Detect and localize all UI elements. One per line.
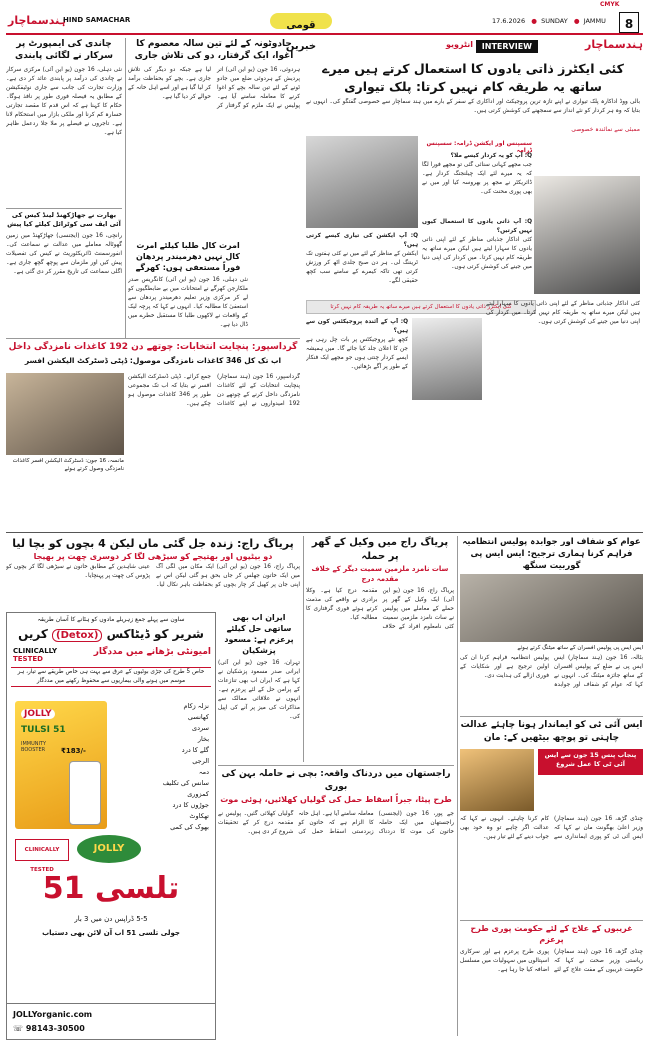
tested-text: TESTED	[13, 655, 43, 663]
headline: غریبوں کے علاج کے لئے حکومت پوری طرح پرعزم	[470, 924, 633, 944]
headline: گرداسپور: پنچایت انتخابات: چوتھے دن 192 کاغذات نامزدگی داخل	[8, 342, 298, 352]
pull-quote-text: کئی ایکٹرز ذاتی یادوں کا استعمال کرتے ہیں میرے ساتھ یہ طریقہ کام نہیں کرتا	[330, 304, 512, 310]
benefit-item: بھوک کی کمی	[170, 823, 209, 831]
section-title: قومی خبریں	[285, 20, 317, 52]
body-text: تہران، 16 جون (یو این آئی) ایرانی صدر مسعود پزشکیان نے کہا ہے کہ ایران اب بھی تنازعات کے پرامن حل کے لئے پرعزم ہے۔ انہوں نے علاقائی ممالک سے مذاکرات کی میز پر آنے کی اپیل کی۔	[218, 660, 300, 720]
qa-block-4	[306, 318, 408, 456]
body-text: گرداسپور، 16 جون (ہند سماچار) پنچایت انتخابات کے لئے کاغذات نامزدگی داخل کرنے کے چوتھے دن 192 امیدواروں نے اپنے کاغذات جمع کرائے۔ ڈپٹی ڈسٹرکٹ الیکشن افسر نے بتایا کہ اب تک مجموعی طور پر 346 کاغذات موصول ہو چکے ہیں۔	[128, 374, 300, 407]
headline: ایران اب بھی ساتھی حل کیلئے پرعزم ہے: مسعود پزشکیان	[224, 613, 294, 655]
benefit-item: گلے کا درد	[181, 746, 209, 754]
bottle-sub: IMMUNITY BOOSTER	[21, 741, 47, 753]
subhead: طرح پیٹا، جبراً اسقاط حمل کی گولیاں کھلائیں، ہوئی موت	[220, 795, 452, 804]
interview-brand	[543, 38, 643, 56]
divider	[457, 536, 458, 1036]
benefits-list	[111, 701, 209, 833]
clinically-badge	[13, 647, 59, 663]
question: Q: آپ ذاتی یادوں کا استعمال کیوں نہیں کرتیں؟	[422, 219, 532, 234]
answer: جب مجھے کہانی سنائی گئی تو مجھے فوراً لگا کہ یہ میرے لئے ایک چیلنجنگ کردار ہے۔ ڈائریکٹر نے مجھ پر بھروسہ کیا اور میں نے بھی پوری محنت کی۔	[422, 162, 532, 195]
ad-line2: امیونٹی بڑھانے میں مددگار	[93, 647, 211, 657]
detox-tag: (Detox)	[52, 629, 102, 642]
website-link[interactable]: JOLLYorganic.com	[13, 1010, 93, 1019]
story-sit	[460, 719, 643, 919]
question: Q: آپ ایکشن کی تیاری کیسے کرتی ہیں؟	[306, 233, 418, 248]
panchayat-photo	[6, 373, 124, 455]
ad-top-note: ساون سے پہلے جمع زہریلے مادوں کو ہٹانے کا آسان طریقہ	[37, 616, 185, 623]
body-text: بٹالہ، 16 جون (ہند سماچار) ایس ایس پی نے ضلع کے پولیس افسران کے ساتھ جائزہ میٹنگ کی۔ انہوں نے کہا کہ عوام کو شفاف اور جوابدہ پولیس انتظامیہ فراہم کرنا ان کی اولین ترجیح ہے اور شکایات کے فوری ازالے کی ہدایت دی۔	[460, 655, 643, 688]
issue-day: SUNDAY	[541, 17, 568, 25]
story-panchayat	[6, 341, 300, 531]
body-text: ہردوئی، 16 جون (یو این آئی) اتر پردیش کے ہردوئی ضلع میں جادو ٹونے کے لئے تین سالہ بچے کو اغوا کرنے کا معاملہ سامنے آیا ہے۔ پولیس نے ایک ملزم کو گرفتار کر لیا ہے جبکہ دو دیگر کی تلاش جاری ہے۔ بچے کو بحفاظت برآمد کر لیا گیا ہے اور اسے اہل خانہ کے حوالے کر دیا گیا ہے۔	[128, 67, 300, 109]
story-police	[460, 536, 643, 716]
story-kharge	[128, 240, 248, 340]
dateline	[492, 17, 606, 25]
story-poor	[460, 923, 643, 1036]
bottle-shape	[69, 761, 101, 825]
interview-byline: ممبئی سے نمائندہ خصوصی	[571, 126, 640, 133]
headline: چاندی کی ایمپورٹ پر سرکار نے لگائی پابندی	[14, 39, 114, 61]
interview-headline: کئی ایکٹرز ذاتی یادوں کا استعمال کرتے ہیں میرے ساتھ یہ طریقہ کام نہیں کرتا: پلک تیواری	[322, 61, 624, 94]
product-name: TULSI 51	[21, 725, 66, 735]
body-text: پریاگ راج، 16 جون (یو این آئی) ایک مکان میں لگی آگ میں ایک خاتون جھلس کر جاں بحق ہو گئی لیکن اس نے اپنی جان پر کھیل کر چار بچوں کو بحفاظت باہر نکال لیا۔ عینی شاہدین کے مطابق خاتون نے سیڑھی لگا کر بچوں کو پڑوس کی چھت پر پہنچایا۔	[6, 564, 300, 588]
ad-desc: خاص 5 طرح کی جڑی بوٹیوں کے عرق سے بہت ہی خاص طریقے سے تیار، ہر موسم میں ہونے والی بیماریوں سے محفوظ رکھنے میں مددگار	[11, 667, 211, 687]
ad-footer	[7, 1003, 215, 1040]
headline: راجستھان میں دردناک واقعہ: بچی نے حاملہ بہن کی بوری	[221, 769, 451, 792]
subhead: دو بیٹیوں اور بھتیجے کو سیڑھی لگا کر دوسری چھت پر بھیجا	[33, 552, 273, 561]
footer-note: جولی تلسی 51 اب آن لائن بھی دستیاب	[42, 929, 180, 937]
question: Q: آپ کے آئندہ پروجیکٹس کون سے ہیں؟	[306, 319, 408, 334]
story-silver	[6, 38, 122, 208]
minister-photo	[460, 749, 534, 811]
ad-headline	[11, 627, 211, 641]
qa-block-1	[422, 152, 532, 215]
benefit-item: تھکاوٹ	[189, 812, 209, 820]
answer: کچھ نئے پروجیکٹس پر بات چل رہی ہے جن کا اعلان جلد کیا جائے گا۔ میں ہمیشہ ایسے کردار چنتی ہوں جو مجھے ایک فنکار کے طور پر آگے بڑھائیں۔	[306, 337, 408, 370]
divider	[6, 208, 122, 209]
clinic-badge: CLINICALLY TESTED	[15, 839, 69, 861]
brand-urdu: ہندسماچار	[584, 38, 643, 51]
body-text: رانچی، 16 جون (ایجنسی) جھاڑکھنڈ میں زمین گھوٹالہ معاملے میں عدالت نے سماعت کی۔ انفورسمنٹ ڈائریکٹوریٹ نے کیس کی تفصیلات پیش کیں اور ملزمان سے پوچھ گچھ جاری ہے۔ اگلی سماعت کی تاریخ مقرر کر دی گئی ہے۔	[6, 233, 122, 275]
section-banner	[270, 13, 332, 52]
interview-section	[302, 38, 643, 528]
sit-badge-text: پنجاب پنس 15 جون سے ایس آئی ٹی کا عمل شروع	[544, 751, 637, 768]
benefit-item: سانس کی تکلیف	[162, 779, 209, 787]
headline: عوام کو شفاف اور جوابدہ پولیس انتظامیہ فراہم کرنا ہماری ترجیح: ایس ایس پی گوربیت سنگھ	[462, 537, 641, 571]
benefit-item: کمزوری	[187, 790, 209, 798]
benefit-item: کھانسی	[187, 713, 209, 721]
phone-number	[13, 1024, 85, 1033]
benefit-item: نزلہ زکام	[183, 702, 209, 710]
clinically-text: CLINICALLY	[13, 647, 58, 655]
benefit-item: بخار	[197, 735, 209, 743]
story-jharkhand	[6, 211, 122, 336]
answer: ایکشن کے مناظر کے لئے میں نے کئی ہفتوں تک ٹریننگ لی۔ ہر دن صبح جلدی اٹھ کر ورزش کرتی تھی تاکہ کیمرے کے سامنے سب کچھ حقیقی لگے۔	[306, 251, 418, 284]
dot-sep: ●	[531, 17, 537, 25]
tulsi-ad	[6, 612, 216, 1040]
benefit-item: سردی	[191, 724, 209, 732]
actor-photo	[306, 136, 418, 228]
headline: امرت کال طلبا کیلئے امرت کال نہیں دھرمیندر پردھان فوراً مستعفی ہوں: کھرگے	[135, 241, 241, 272]
answer: کئی اداکار جذباتی مناظر کے لئے اپنی ذاتی یادوں کا سہارا لیتے ہیں لیکن میرے ساتھ یہ طریقہ کام نہیں کرتا۔ میں کردار کی اپنی دنیا میں جینے کی کوشش کرتی ہوں۔	[422, 237, 532, 270]
dosage: 5-5 ڈراپس دن میں 3 بار	[74, 915, 148, 923]
headline: پریاگ راج: زندہ جل گئی ماں لیکن 4 بچوں کو بچا لیا	[12, 537, 294, 550]
question: Q: آپ کو یہ کردار کیسے ملا؟	[450, 153, 532, 159]
photo-caption: مانسہ، 16 جون: ڈسٹرکٹ الیکشن افسر کاغذات نامزدگی وصول کرتے ہوئے	[12, 458, 124, 472]
interview-kicker: INTERVIEW	[476, 40, 538, 53]
phone-icon: ☏	[13, 1024, 24, 1033]
brand-logo-urdu: ہندسماچار	[8, 14, 67, 27]
headline: پریاگ راج میں وکیل کے گھر پر حملہ	[311, 537, 449, 562]
divider	[460, 920, 643, 921]
issue-city: JAMMU	[583, 17, 606, 25]
jolly-logo: JOLLY	[77, 835, 141, 863]
body-text: جے پور، 16 جون (ایجنسی) راجستھان میں ایک حاملہ خاتون کی موت کا دردناک معاملہ سامنے آیا ہے۔ اہل خانہ کا الزام ہے کہ خاتون کو زبردستی اسقاط حمل کی گولیاں کھلائی گئیں۔ پولیس نے مقدمہ درج کر کے تحقیقات شروع کر دی ہیں۔	[218, 811, 454, 835]
divider	[125, 38, 126, 338]
section-rule	[6, 532, 643, 533]
body-text: چنڈی گڑھ، 16 جون (ہند سماچار) ریاستی وزیر صحت نے کہا کہ حکومت غریبوں کے مفت علاج کے لئے پوری طرح پرعزم ہے اور سرکاری اسپتالوں میں سہولیات میں مسلسل اضافہ کیا جا رہا ہے۔	[460, 949, 643, 973]
benefit-item: جوڑوں کا درد	[172, 801, 209, 809]
phone-value: 98143-30500	[25, 1024, 85, 1033]
story-iran	[218, 612, 300, 762]
subhead: اب تک کل 346 کاغذات نامزدگی موصول: ڈپٹی ڈسٹرکٹ الیکشن افسر	[24, 356, 282, 365]
interview-continued: کئی اداکار جذباتی مناظر کے لئے اپنی ذاتی یادوں کا سہارا لیتے ہیں لیکن میرے ساتھ یہ طریقہ کام نہیں کرتا۔ میں کردار کی اپنی دنیا میں جینے کی کوشش کرتی ہوں۔	[486, 301, 640, 325]
page-number-box	[619, 12, 639, 33]
page-number: 8	[624, 17, 634, 31]
headline: بھارت نے جھاڑکھنڈ لینڈ کیس کی آئی ایف سی کوٹرائل کیلئے کیا پیش	[7, 211, 121, 228]
box-title: سسپنس اور ایکشن ڈرامہ: سسپنس ڈرامہ	[426, 140, 532, 154]
issue-date: 17.6.2026	[492, 17, 526, 25]
divider	[6, 338, 300, 339]
police-photo	[460, 574, 643, 642]
body-text: چنڈی گڑھ، 16 جون (ہند سماچار) وزیر اعلیٰ بھگونت مان نے کہا کہ ایس آئی ٹی کو پوری ایمانداری سے کام کرنا چاہئے۔ انہوں نے کہا کہ عدالت اگر چاہے تو وہ خود بھی جواب دینے کے لئے تیار ہیں۔	[460, 816, 643, 840]
actress-photo	[534, 176, 640, 294]
masthead-rule	[6, 33, 643, 35]
body-text: پریاگ راج، 16 جون (یو این آئی) ایک وکیل کے گھر پر حملے کے معاملے میں پولیس نے سات نامزد ملزمین سمیت کئی نامعلوم افراد کے خلاف مقدمہ درج کیا ہے۔ وکلا برادری نے واقعے کی مذمت کرتے ہوئے فوری گرفتاری کا مطالبہ کیا۔	[306, 588, 454, 630]
headline: ایس آئی ٹی کو ایماندار ہونا چاہئے عدالت چاہتی تو پوچھ بیٹھیں کے: مان	[460, 720, 643, 743]
photo-caption: ایس ایس پی پولیس افسران کے ساتھ میٹنگ کرتے ہوئے	[517, 645, 643, 651]
benefit-item: دمہ	[198, 768, 209, 776]
divider	[460, 716, 643, 717]
ad-line1: شریر کو ڈیٹاکس	[106, 627, 204, 641]
subhead: سات نامزد ملزمین سمیت دیگر کے خلاف مقدمہ درج	[311, 565, 449, 583]
product-brand: JOLLY	[21, 709, 55, 719]
qa-block-2	[306, 232, 418, 310]
actor-photo-2	[412, 318, 482, 400]
big-product-name: تلسی 51	[42, 871, 180, 906]
story-rajasthan	[218, 768, 454, 1036]
interview-label: انٹرویو	[446, 40, 473, 49]
sit-badge	[538, 749, 643, 775]
brand-name-en: HIND SAMACHAR	[63, 16, 131, 24]
benefit-item: الرجی	[192, 757, 209, 765]
divider	[303, 536, 304, 762]
bottle-box	[15, 701, 107, 829]
body-text: نئی دہلی، 16 جون (یو این آئی) مرکزی سرکار نے چاندی کی درآمد پر پابندی عائد کر دی ہے۔ وزارت تجارت کی جانب سے جاری نوٹیفکیشن کے مطابق یہ فیصلہ فوری طور پر نافذ ہوگا۔ حکام کا کہنا ہے کہ اس قدم کا مقصد تجارتی خسارہ کم کرنا اور ملکی بازار میں استحکام لانا ہے۔ تاجروں نے فیصلے پر ملا جلا ردعمل ظاہر کیا ہے۔	[6, 67, 122, 136]
story-lawyer	[306, 536, 454, 762]
headline: جادوٹونہ کے لئے تین سالہ معصوم کا اغوا، ایک گرفتار، دو کی تلاش جاری	[134, 39, 294, 61]
dot-sep: ●	[573, 17, 580, 25]
body-text: نئی دہلی، 16 جون (یو این آئی) کانگریس صدر ملکارجن کھرگے نے امتحانات میں بے ضابطگیوں کو لے کر مرکزی وزیر تعلیم دھرمیندر پردھان سے استعفیٰ کا مطالبہ کیا۔ انہوں نے کہا کہ پرچہ لیک کے واقعات نے لاکھوں طلبا کا مستقبل خطرے میں ڈال دیا ہے۔	[128, 277, 248, 328]
cmyk-mark: CMYK	[600, 1, 620, 8]
story-prayagraj-fire	[6, 536, 300, 610]
price-tag: ₹183/-	[61, 747, 86, 755]
divider	[218, 765, 454, 766]
ad-line1-end: کریں	[18, 627, 48, 641]
interview-intro: بالی ووڈ اداکارہ پلک تیواری نے اپنے تازہ ترین پروجیکٹ اور اداکاری کے سفر کے بارے میں ہند سماچار سے خصوصی گفتگو کی۔ انہوں نے بتایا کہ وہ ہر کردار کو نئے انداز سے سمجھنے کی کوشش کرتی ہیں۔	[306, 99, 640, 114]
